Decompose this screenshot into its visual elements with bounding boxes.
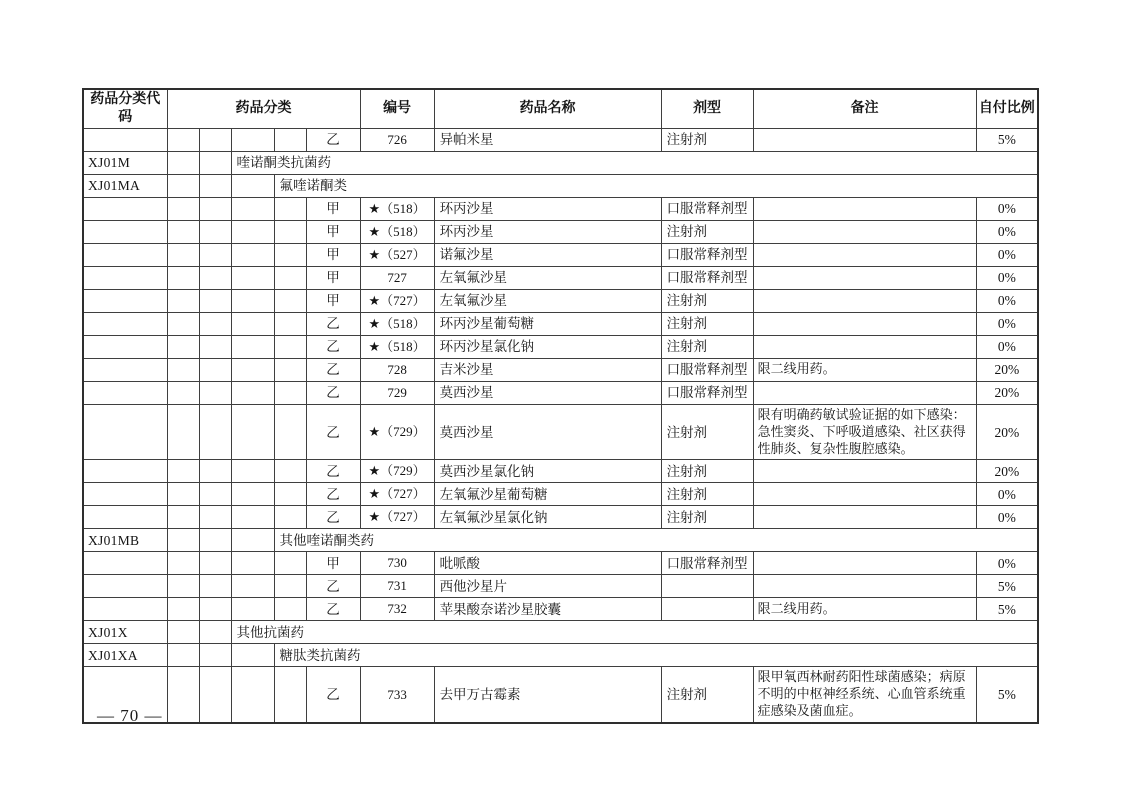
cell-tier: 乙 — [306, 667, 360, 723]
cell-hierarchy-spacer — [199, 381, 231, 404]
cell-self-pay-ratio: 20% — [976, 460, 1038, 483]
cell-tier: 甲 — [306, 552, 360, 575]
cell-class-code — [83, 598, 167, 621]
cell-hierarchy-spacer — [199, 243, 231, 266]
header-row — [83, 89, 1038, 128]
cell-tier: 乙 — [306, 128, 360, 151]
drug-row — [83, 358, 1038, 381]
cell-remark — [753, 220, 976, 243]
drug-row — [83, 243, 1038, 266]
cell-hierarchy-spacer — [231, 506, 274, 529]
header-class-code: 药品分类代码 — [83, 89, 167, 128]
cell-hierarchy-spacer — [231, 667, 274, 723]
cell-dosage-form: 注射剂 — [661, 335, 753, 358]
cell-category-name: 其他喹诺酮类药 — [274, 529, 1038, 552]
cell-tier: 乙 — [306, 483, 360, 506]
drug-classification-table — [82, 88, 1039, 724]
cell-hierarchy-spacer — [167, 575, 199, 598]
cell-hierarchy-spacer — [274, 312, 306, 335]
cell-number: 730 — [360, 552, 434, 575]
cell-hierarchy-spacer — [199, 289, 231, 312]
cell-dosage-form: 注射剂 — [661, 128, 753, 151]
cell-hierarchy-spacer — [199, 335, 231, 358]
cell-hierarchy-spacer — [274, 197, 306, 220]
cell-remark — [753, 483, 976, 506]
table-body — [83, 128, 1038, 723]
cell-number: 727 — [360, 266, 434, 289]
cell-remark — [753, 243, 976, 266]
cell-category-name: 喹诺酮类抗菌药 — [231, 151, 1038, 174]
cell-class-code — [83, 552, 167, 575]
cell-hierarchy-spacer — [274, 667, 306, 723]
cell-number: ★（727） — [360, 506, 434, 529]
cell-number: ★（727） — [360, 483, 434, 506]
cell-class-code — [83, 404, 167, 460]
cell-hierarchy-spacer — [231, 598, 274, 621]
cell-drug-name: 吡哌酸 — [434, 552, 661, 575]
cell-hierarchy-spacer — [199, 621, 231, 644]
cell-hierarchy-spacer — [231, 483, 274, 506]
cell-hierarchy-spacer — [199, 404, 231, 460]
cell-remark: 限甲氧西林耐药阳性球菌感染；病原不明的中枢神经系统、心血管系统重症感染及菌血症。 — [753, 667, 976, 723]
cell-hierarchy-spacer — [167, 335, 199, 358]
cell-number: ★（518） — [360, 312, 434, 335]
cell-hierarchy-spacer — [231, 404, 274, 460]
cell-hierarchy-spacer — [199, 151, 231, 174]
page-number: — 70 — — [97, 706, 163, 725]
cell-class-code — [83, 358, 167, 381]
cell-tier: 甲 — [306, 289, 360, 312]
cell-drug-name: 莫西沙星 — [434, 404, 661, 460]
cell-dosage-form: 注射剂 — [661, 667, 753, 723]
cell-hierarchy-spacer — [167, 529, 199, 552]
cell-dosage-form: 注射剂 — [661, 289, 753, 312]
cell-hierarchy-spacer — [167, 552, 199, 575]
cell-hierarchy-spacer — [167, 381, 199, 404]
cell-hierarchy-spacer — [199, 266, 231, 289]
cell-remark — [753, 197, 976, 220]
cell-drug-name: 莫西沙星 — [434, 381, 661, 404]
cell-hierarchy-spacer — [167, 483, 199, 506]
category-row — [83, 174, 1038, 197]
cell-hierarchy-spacer — [199, 220, 231, 243]
cell-hierarchy-spacer — [274, 598, 306, 621]
drug-row — [83, 483, 1038, 506]
drug-row — [83, 312, 1038, 335]
drug-row — [83, 552, 1038, 575]
header-remark: 备注 — [753, 89, 976, 128]
cell-number: ★（729） — [360, 404, 434, 460]
cell-dosage-form: 口服常释剂型 — [661, 358, 753, 381]
cell-dosage-form: 口服常释剂型 — [661, 266, 753, 289]
cell-self-pay-ratio: 0% — [976, 312, 1038, 335]
cell-hierarchy-spacer — [167, 151, 199, 174]
drug-row — [83, 381, 1038, 404]
cell-number: ★（518） — [360, 197, 434, 220]
cell-drug-name: 左氧氟沙星葡萄糖 — [434, 483, 661, 506]
cell-drug-name: 去甲万古霉素 — [434, 667, 661, 723]
cell-self-pay-ratio: 20% — [976, 381, 1038, 404]
cell-drug-name: 环丙沙星葡萄糖 — [434, 312, 661, 335]
cell-hierarchy-spacer — [167, 289, 199, 312]
cell-dosage-form: 口服常释剂型 — [661, 243, 753, 266]
drug-row — [83, 404, 1038, 460]
cell-hierarchy-spacer — [231, 381, 274, 404]
cell-remark: 限二线用药。 — [753, 358, 976, 381]
cell-remark: 限有明确药敏试验证据的如下感染：急性窦炎、下呼吸道感染、社区获得性肺炎、复杂性腹腔感染。 — [753, 404, 976, 460]
drug-row — [83, 667, 1038, 723]
cell-hierarchy-spacer — [231, 460, 274, 483]
header-self-pay-ratio: 自付比例 — [976, 89, 1038, 128]
cell-remark — [753, 460, 976, 483]
cell-self-pay-ratio: 0% — [976, 506, 1038, 529]
cell-remark — [753, 312, 976, 335]
cell-hierarchy-spacer — [199, 552, 231, 575]
cell-hierarchy-spacer — [167, 220, 199, 243]
cell-hierarchy-spacer — [274, 381, 306, 404]
cell-number: 726 — [360, 128, 434, 151]
cell-number: 729 — [360, 381, 434, 404]
cell-hierarchy-spacer — [231, 243, 274, 266]
cell-hierarchy-spacer — [167, 598, 199, 621]
cell-dosage-form — [661, 598, 753, 621]
cell-class-code: XJ01M — [83, 151, 167, 174]
cell-hierarchy-spacer — [231, 197, 274, 220]
cell-remark — [753, 506, 976, 529]
cell-number: 732 — [360, 598, 434, 621]
cell-hierarchy-spacer — [167, 197, 199, 220]
cell-number: 731 — [360, 575, 434, 598]
cell-dosage-form — [661, 575, 753, 598]
cell-drug-name: 西他沙星片 — [434, 575, 661, 598]
cell-dosage-form: 口服常释剂型 — [661, 552, 753, 575]
cell-tier: 甲 — [306, 197, 360, 220]
category-row — [83, 644, 1038, 667]
cell-hierarchy-spacer — [231, 358, 274, 381]
cell-hierarchy-spacer — [274, 220, 306, 243]
cell-drug-name: 左氧氟沙星 — [434, 289, 661, 312]
cell-self-pay-ratio: 0% — [976, 197, 1038, 220]
cell-class-code — [83, 289, 167, 312]
cell-tier: 甲 — [306, 220, 360, 243]
cell-class-code — [83, 381, 167, 404]
cell-self-pay-ratio: 5% — [976, 575, 1038, 598]
cell-tier: 甲 — [306, 266, 360, 289]
drug-row — [83, 128, 1038, 151]
cell-self-pay-ratio: 20% — [976, 404, 1038, 460]
cell-hierarchy-spacer — [274, 404, 306, 460]
cell-hierarchy-spacer — [199, 358, 231, 381]
cell-tier: 乙 — [306, 506, 360, 529]
cell-class-code — [83, 483, 167, 506]
cell-class-code — [83, 197, 167, 220]
cell-hierarchy-spacer — [199, 197, 231, 220]
cell-self-pay-ratio: 20% — [976, 358, 1038, 381]
cell-category-name: 氟喹诺酮类 — [274, 174, 1038, 197]
cell-drug-name: 莫西沙星氯化钠 — [434, 460, 661, 483]
cell-remark — [753, 575, 976, 598]
cell-hierarchy-spacer — [274, 128, 306, 151]
cell-hierarchy-spacer — [167, 312, 199, 335]
cell-dosage-form: 注射剂 — [661, 506, 753, 529]
cell-dosage-form: 口服常释剂型 — [661, 197, 753, 220]
cell-drug-name: 异帕米星 — [434, 128, 661, 151]
cell-class-code — [83, 506, 167, 529]
cell-hierarchy-spacer — [199, 312, 231, 335]
cell-remark — [753, 266, 976, 289]
cell-class-code — [83, 266, 167, 289]
header-dosage-form: 剂型 — [661, 89, 753, 128]
cell-number: ★（518） — [360, 220, 434, 243]
cell-number: ★（527） — [360, 243, 434, 266]
cell-hierarchy-spacer — [167, 644, 199, 667]
cell-number: ★（727） — [360, 289, 434, 312]
cell-tier: 甲 — [306, 243, 360, 266]
cell-hierarchy-spacer — [199, 529, 231, 552]
cell-hierarchy-spacer — [274, 552, 306, 575]
cell-hierarchy-spacer — [231, 174, 274, 197]
cell-hierarchy-spacer — [231, 266, 274, 289]
drug-row — [83, 575, 1038, 598]
cell-drug-name: 环丙沙星氯化钠 — [434, 335, 661, 358]
cell-drug-name: 环丙沙星 — [434, 197, 661, 220]
cell-class-code: XJ01X — [83, 621, 167, 644]
cell-hierarchy-spacer — [231, 644, 274, 667]
cell-dosage-form: 注射剂 — [661, 220, 753, 243]
category-row — [83, 151, 1038, 174]
cell-hierarchy-spacer — [274, 483, 306, 506]
cell-hierarchy-spacer — [231, 335, 274, 358]
cell-drug-name: 苹果酸奈诺沙星胶囊 — [434, 598, 661, 621]
cell-tier: 乙 — [306, 335, 360, 358]
cell-hierarchy-spacer — [274, 335, 306, 358]
cell-hierarchy-spacer — [167, 243, 199, 266]
cell-hierarchy-spacer — [231, 552, 274, 575]
cell-number: ★（518） — [360, 335, 434, 358]
cell-hierarchy-spacer — [231, 289, 274, 312]
cell-remark: 限二线用药。 — [753, 598, 976, 621]
cell-tier: 乙 — [306, 575, 360, 598]
cell-dosage-form: 注射剂 — [661, 460, 753, 483]
cell-hierarchy-spacer — [199, 506, 231, 529]
cell-hierarchy-spacer — [167, 266, 199, 289]
cell-hierarchy-spacer — [274, 266, 306, 289]
cell-class-code: XJ01MA — [83, 174, 167, 197]
drug-row — [83, 506, 1038, 529]
cell-self-pay-ratio: 5% — [976, 598, 1038, 621]
cell-self-pay-ratio: 0% — [976, 220, 1038, 243]
cell-self-pay-ratio: 0% — [976, 335, 1038, 358]
cell-hierarchy-spacer — [199, 598, 231, 621]
cell-hierarchy-spacer — [231, 575, 274, 598]
header-number: 编号 — [360, 89, 434, 128]
cell-tier: 乙 — [306, 381, 360, 404]
category-row — [83, 529, 1038, 552]
cell-tier: 乙 — [306, 460, 360, 483]
cell-drug-name: 左氧氟沙星 — [434, 266, 661, 289]
cell-hierarchy-spacer — [231, 529, 274, 552]
cell-hierarchy-spacer — [167, 404, 199, 460]
cell-hierarchy-spacer — [199, 667, 231, 723]
cell-remark — [753, 128, 976, 151]
cell-hierarchy-spacer — [274, 460, 306, 483]
cell-hierarchy-spacer — [274, 358, 306, 381]
cell-tier: 乙 — [306, 404, 360, 460]
cell-class-code — [83, 460, 167, 483]
cell-number: 728 — [360, 358, 434, 381]
cell-class-code — [83, 128, 167, 151]
cell-self-pay-ratio: 5% — [976, 128, 1038, 151]
cell-drug-name: 诺氟沙星 — [434, 243, 661, 266]
cell-hierarchy-spacer — [231, 312, 274, 335]
cell-hierarchy-spacer — [199, 174, 231, 197]
category-row — [83, 621, 1038, 644]
cell-remark — [753, 381, 976, 404]
cell-self-pay-ratio: 0% — [976, 243, 1038, 266]
cell-hierarchy-spacer — [274, 506, 306, 529]
cell-hierarchy-spacer — [167, 358, 199, 381]
cell-category-name: 其他抗菌药 — [231, 621, 1038, 644]
cell-class-code — [83, 220, 167, 243]
cell-hierarchy-spacer — [167, 506, 199, 529]
cell-self-pay-ratio: 0% — [976, 289, 1038, 312]
drug-row — [83, 266, 1038, 289]
cell-hierarchy-spacer — [199, 128, 231, 151]
cell-self-pay-ratio: 0% — [976, 266, 1038, 289]
cell-hierarchy-spacer — [167, 667, 199, 723]
cell-drug-name: 吉米沙星 — [434, 358, 661, 381]
cell-number: ★（729） — [360, 460, 434, 483]
cell-hierarchy-spacer — [167, 621, 199, 644]
cell-hierarchy-spacer — [199, 483, 231, 506]
cell-dosage-form: 注射剂 — [661, 312, 753, 335]
cell-self-pay-ratio: 0% — [976, 483, 1038, 506]
cell-class-code — [83, 575, 167, 598]
cell-self-pay-ratio: 5% — [976, 667, 1038, 723]
cell-hierarchy-spacer — [199, 644, 231, 667]
cell-dosage-form: 注射剂 — [661, 483, 753, 506]
cell-class-code: XJ01XA — [83, 644, 167, 667]
drug-row — [83, 335, 1038, 358]
cell-remark — [753, 335, 976, 358]
cell-hierarchy-spacer — [167, 128, 199, 151]
cell-hierarchy-spacer — [167, 460, 199, 483]
cell-tier: 乙 — [306, 312, 360, 335]
cell-drug-name: 环丙沙星 — [434, 220, 661, 243]
drug-row — [83, 460, 1038, 483]
cell-hierarchy-spacer — [231, 220, 274, 243]
cell-self-pay-ratio: 0% — [976, 552, 1038, 575]
header-drug-name: 药品名称 — [434, 89, 661, 128]
cell-hierarchy-spacer — [167, 174, 199, 197]
drug-row — [83, 289, 1038, 312]
cell-class-code: XJ01MB — [83, 529, 167, 552]
cell-hierarchy-spacer — [231, 128, 274, 151]
cell-hierarchy-spacer — [274, 289, 306, 312]
cell-hierarchy-spacer — [199, 460, 231, 483]
cell-class-code — [83, 335, 167, 358]
cell-dosage-form: 注射剂 — [661, 404, 753, 460]
cell-category-name: 糖肽类抗菌药 — [274, 644, 1038, 667]
cell-drug-name: 左氧氟沙星氯化钠 — [434, 506, 661, 529]
cell-dosage-form: 口服常释剂型 — [661, 381, 753, 404]
cell-tier: 乙 — [306, 598, 360, 621]
cell-hierarchy-spacer — [274, 575, 306, 598]
drug-row — [83, 220, 1038, 243]
cell-remark — [753, 289, 976, 312]
cell-class-code — [83, 312, 167, 335]
drug-row — [83, 197, 1038, 220]
cell-tier: 乙 — [306, 358, 360, 381]
header-classification: 药品分类 — [167, 89, 360, 128]
cell-remark — [753, 552, 976, 575]
drug-row — [83, 598, 1038, 621]
cell-number: 733 — [360, 667, 434, 723]
cell-hierarchy-spacer — [274, 243, 306, 266]
cell-class-code — [83, 243, 167, 266]
cell-hierarchy-spacer — [199, 575, 231, 598]
